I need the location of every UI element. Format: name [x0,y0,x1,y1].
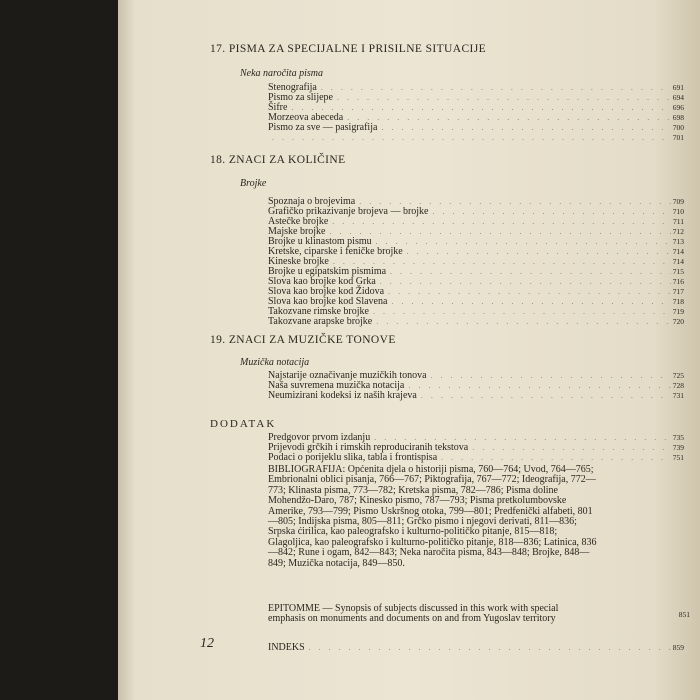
entry-list [268,83,684,143]
page-number: 12 [200,636,214,651]
toc-entry: Morzeova abeceda . . . 698 [268,113,684,123]
toc-entry: Spoznaja o brojevima . . . 709 [268,197,684,207]
section-title: 19. ZNACI ZA MUZIČKE TONOVE [210,334,396,346]
toc-entry: Naša suvremena muzička notacija . . . 728 [268,381,684,391]
toc-entry: Slova kao brojke kod Slavena . . . 718 [268,297,684,307]
toc-entry: Slova kao brojke kod Grka . . . 716 [268,277,684,287]
toc-entry: Prijevodi grčkih i rimskih reproduciranih tekstova . . . 739 [268,443,684,453]
toc-entry: Grafičko prikazivanje brojeva — brojke . . . 710 [268,207,684,217]
toc-entry: . . . 701 [268,133,684,143]
toc-entry: Astečke brojke . . . 711 [268,217,684,227]
book-page [118,0,700,700]
section-title: 18. ZNACI ZA KOLIČINE [210,154,346,166]
toc-entry: Predgovor prvom izdanju . . . 735 [268,433,684,443]
epitome-entry: EPITOMME — Synopsis of subjects discussed in this work with special emphasis on monuments and documents on and from Yugoslav territory [268,603,559,625]
section-subtitle: Brojke [240,178,267,189]
appendix-title: DODATAK [210,418,277,430]
toc-entry: Brojke u klinastom pismu . . . 713 [268,237,684,247]
toc-entry: Stenografija . . . 691 [268,83,684,93]
toc-entry: Neumizirani kodeksi iz naših krajeva . . . 731 [268,391,684,401]
toc-entry: Šifre . . . 696 [268,103,684,113]
toc-entry: Takozvane rimske brojke . . . 719 [268,307,684,317]
section-title: 17. PISMA ZA SPECIJALNE I PRISILNE SITUACIJE [210,43,487,55]
epitome-page: 851 [678,610,690,619]
toc-entry: Takozvane arapske brojke . . . 720 [268,317,684,327]
toc-entry: Slova kao brojke kod Židova . . . 717 [268,287,684,297]
toc-entry: Majske brojke . . . 712 [268,227,684,237]
toc-entry: Pismo za sve — pasigrafija . . . 700 [268,123,684,133]
toc-entry: INDEKS . . . 859 [268,643,684,653]
toc-entry: Kretske, ciparske i feničke brojke . . . 714 [268,247,684,257]
toc-entry: Pismo za slijepe . . . 694 [268,93,684,103]
section-subtitle: Neka naročita pisma [240,68,323,79]
entry-list [268,371,684,401]
appendix-list [268,433,684,463]
entry-list [268,197,684,327]
toc-entry: Kineske brojke . . . 714 [268,257,684,267]
toc-entry: Brojke u egipatskim pismima . . . 715 [268,267,684,277]
toc-entry: Podaci o porijeklu slika, tabla i frontispisa . . . 751 [268,453,684,463]
toc-entry: Najstarije označivanje muzičkih tonova . . . 725 [268,371,684,381]
bibliography-entry: BIBLIOGRAFIJA: Općenita djela o historiji pisma, 760—764; Uvod, 764—765; Embrionalni oblici pisanja, 766—767; Piktografija, 767—772; Ideografija, 772—773; Klinasta pisma, 773—782; Kretska pisma, 782—786; Pisma doline Mohendžo-Daro, 787; Kinesko pismo, 787—793; Pisma pretkolumbovske Amerike, 793—799; Pismo Uskršnog otoka, 799—801; Predfenički alfabeti, 801—805; Indijska pisma, 805—811; Grčko pismo i njegovi derivati, 811—836; Srpska ćirilica, kao paleografsko i kulturno-političko pitanje, 815—818; Glagoljica, kao paleografsko i kulturno-političko pitanje, 818—836; Latinica, 836—842; Rune i ogam, 842—843; Neka naročita pisma, 843—848; Brojke, 848—849; Muzička notacija, 849—850. [268,464,597,569]
section-subtitle: Muzička notacija [240,357,310,368]
index-list [268,643,684,653]
